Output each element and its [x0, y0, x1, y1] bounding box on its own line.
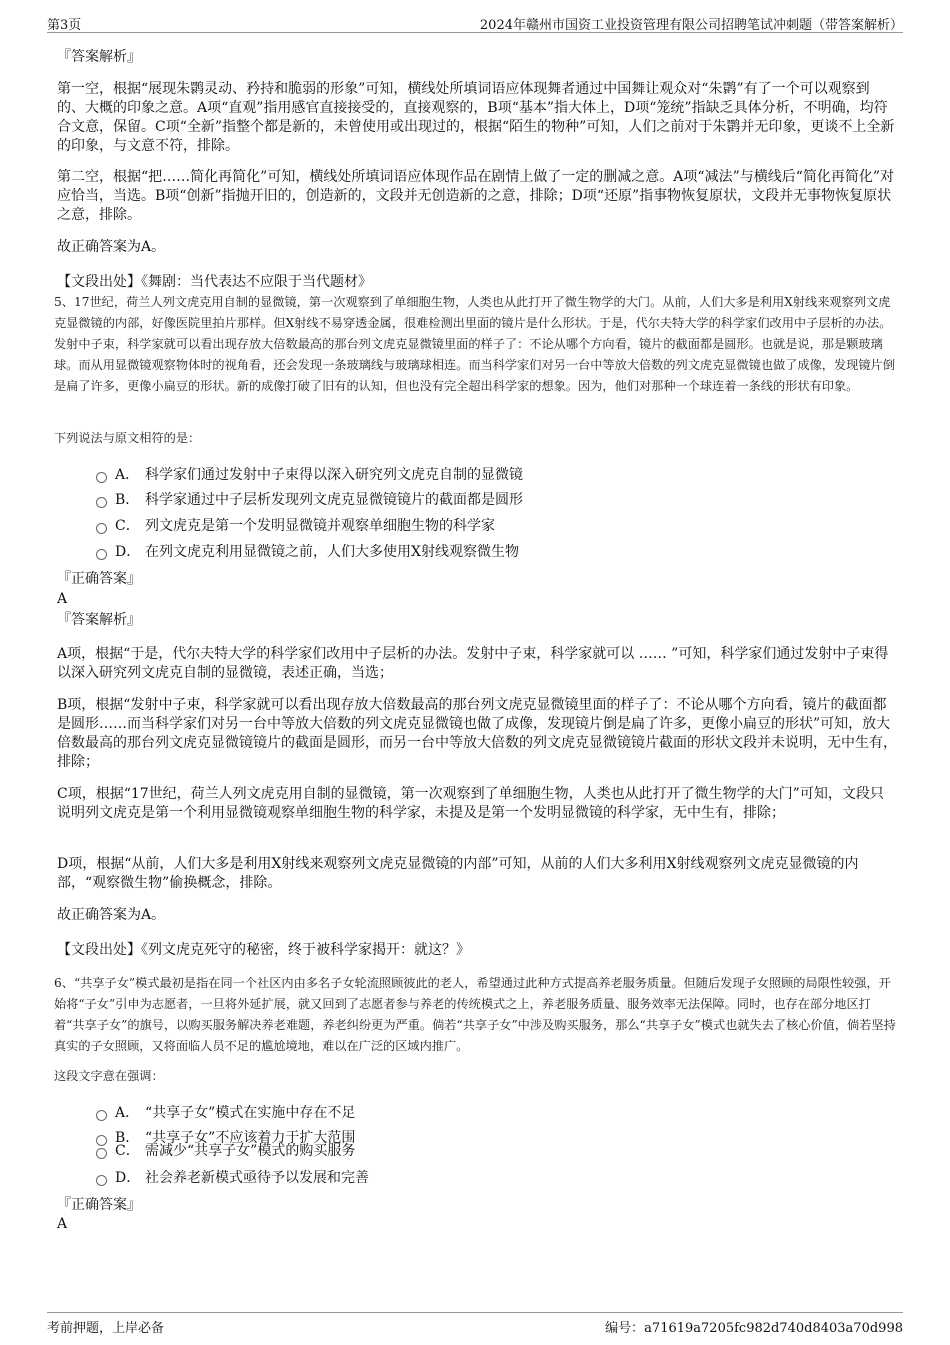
q5-source: 【文段出处】《列文虎克死守的秘密，终于被科学家揭开：就这？》: [57, 942, 470, 958]
footer-slogan: 考前押题，上岸必备: [47, 1321, 165, 1336]
page-header: [47, 10, 903, 33]
q4-conclusion: 故正确答案为A。: [57, 239, 166, 255]
page-number: 第3页: [47, 18, 82, 33]
radio-icon[interactable]: [96, 523, 107, 534]
document-id: 编号：a71619a7205fc982d740d8403a70d998: [605, 1321, 903, 1336]
q5-analysis-b: B项，根据“发射中子束，科学家就可以看出现存放大倍数最高的那台列文虎克显微镜里面的样子了：不论从哪个方向看，镜片的截面都是圆形……而当科学家们对另一台中等放大倍数的列文虎克显微镜也做了成像，发现镜片倒是扁了许多，更像小扁豆的形状”可知，放大倍数最高的那台列文虎克显微镜镜片的截面是圆形，而另一台中等放大倍数的列文虎克显微镜镜片截面的形状文段并未说明，无中生有，排除；: [57, 697, 897, 770]
radio-icon[interactable]: [96, 1148, 107, 1159]
q6-option-c[interactable]: C． 需减少“共享子女”模式的购买服务: [96, 1141, 355, 1161]
q4-analysis-paragraph-1: 第一空，根据“展现朱鹮灵动、矜持和脆弱的形象”可知，横线处所填词语应体现舞者通过中国舞让观众对“朱鹮”有了一个可以观察到的、大概的印象之意。A项“直观”指用感官直接接受的，直接观察的，B项“基本”指大体上，D项“笼统”指缺乏具体分析，不明确，均符合文意，保留。C项“全新”指整个都是新的，未曾使用或出现过的，根据“陌生的物种”可知，人们之前对于朱鹮并无印象，更谈不上全新的印象，与文意不符，排除。: [57, 81, 895, 154]
q5-question: 下列说法与原文相符的是：: [54, 431, 201, 445]
q4-analysis-label: 『答案解析』: [57, 49, 141, 65]
q5-conclusion: 故正确答案为A。: [57, 907, 166, 923]
q6-option-a[interactable]: A． “共享子女”模式在实施中存在不足: [96, 1103, 355, 1123]
radio-icon[interactable]: [96, 549, 107, 560]
q6-answer: A: [57, 1216, 68, 1232]
q5-option-d[interactable]: D． 在列文虎克利用显微镜之前，人们大多使用X射线观察微生物: [96, 542, 519, 562]
page-footer: [47, 1312, 903, 1336]
q5-option-b[interactable]: B． 科学家通过中子层析发现列文虎克显微镜镜片的截面都是圆形: [96, 490, 523, 510]
q4-analysis-paragraph-2: 第二空，根据“把……简化再简化”可知，横线处所填词语应体现作品在剧情上做了一定的删减之意。A项“减法”与横线后“简化再简化”对应恰当，当选。B项“创新”指抛开旧的，创造新的，文段并无创造新的之意，排除；D项“还原”指事物恢复原状，文段并无事物恢复原状之意，排除。: [57, 169, 895, 223]
q6-option-d[interactable]: D． 社会养老新模式亟待予以发展和完善: [96, 1168, 369, 1188]
q5-analysis-label: 『答案解析』: [57, 612, 141, 628]
q5-answer: A: [57, 591, 68, 607]
q5-option-c[interactable]: C． 列文虎克是第一个发明显微镜并观察单细胞生物的科学家: [96, 516, 495, 536]
q5-analysis-d: D项，根据“从前，人们大多是利用X射线来观察列文虎克显微镜的内部”可知，从前的人们大多利用X射线观察列文虎克显微镜的内部，“观察微生物”偷换概念，排除。: [57, 856, 859, 891]
q4-source: 【文段出处】《舞剧：当代表达不应限于当代题材》: [57, 274, 372, 290]
q5-answer-label: 『正确答案』: [57, 571, 141, 587]
q6-option-b[interactable]: B． “共享子女”不应该着力于扩大范围: [96, 1128, 355, 1148]
q6-passage: 6、“共享子女”模式最初是指在同一个社区内由多名子女轮流照顾彼此的老人，希望通过此种方式提高养老服务质量。但随后发现子女照顾的局限性较强，开始将“子女”引申为志愿者，一旦将外延扩展，就又回到了志愿者参与养老的传统模式之上，养老服务质量、服务效率无法保障。同时，也存在部分地区打着“共享子女”的旗号，以购买服务解决养老难题，养老纠纷更为严重。倘若“共享子女”中涉及购买服务，那么“共享子女”模式也就失去了核心价值，倘若坚持真实的子女照顾，又将面临人员不足的尴尬境地，难以在广泛的区域内推广。: [54, 976, 896, 1053]
radio-icon[interactable]: [96, 1175, 107, 1186]
radio-icon[interactable]: [96, 497, 107, 508]
radio-icon[interactable]: [96, 1110, 107, 1121]
q5-passage: 5、17世纪，荷兰人列文虎克用自制的显微镜，第一次观察到了单细胞生物，人类也从此打开了微生物学的大门。从前，人们大多是利用X射线来观察列文虎克显微镜的内部，好像医院里拍片那样。但X射线不易穿透金属，很难检测出里面的镜片是什么形状。于是，代尔夫特大学的科学家们改用中子层析的办法。发射中子束，科学家就可以看出现存放大倍数最高的那台列文虎克显微镜里面的样子了：不论从哪个方向看，镜片的截面都是圆形。也就是说，那是颗玻璃球。而从用显微镜观察物体时的视角看，还会发现一条玻璃线与玻璃球相连。而当科学家们对另一台中等放大倍数的列文虎克显微镜也做了成像，发现镜片倒是扁了许多，更像小扁豆的形状。新的成像打破了旧有的认知，但也没有完全超出科学家的想象。因为，他们对那种一个球连着一条线的形状有印象。: [54, 295, 895, 393]
document-title: 2024年赣州市国资工业投资管理有限公司招聘笔试冲刺题（带答案解析）: [479, 18, 903, 33]
q6-answer-label: 『正确答案』: [57, 1197, 141, 1213]
q5-option-a[interactable]: A． 科学家们通过发射中子束得以深入研究列文虎克自制的显微镜: [96, 465, 523, 485]
q5-analysis-c: C项，根据“17世纪，荷兰人列文虎克用自制的显微镜，第一次观察到了单细胞生物，人类也从此打开了微生物学的大门”可知，文段只说明列文虎克是第一个利用显微镜观察单细胞生物的科学家，未提及是第一个发明显微镜的科学家，无中生有，排除；: [57, 786, 884, 821]
q6-question: 这段文字意在强调：: [54, 1069, 164, 1083]
radio-icon[interactable]: [96, 472, 107, 483]
q5-analysis-a: A项，根据“于是，代尔夫特大学的科学家们改用中子层析的办法。发射中子束，科学家就可以 …… ”可知，科学家们通过发射中子束得以深入研究列文虎克自制的显微镜，表述正确，当选；: [57, 646, 889, 681]
